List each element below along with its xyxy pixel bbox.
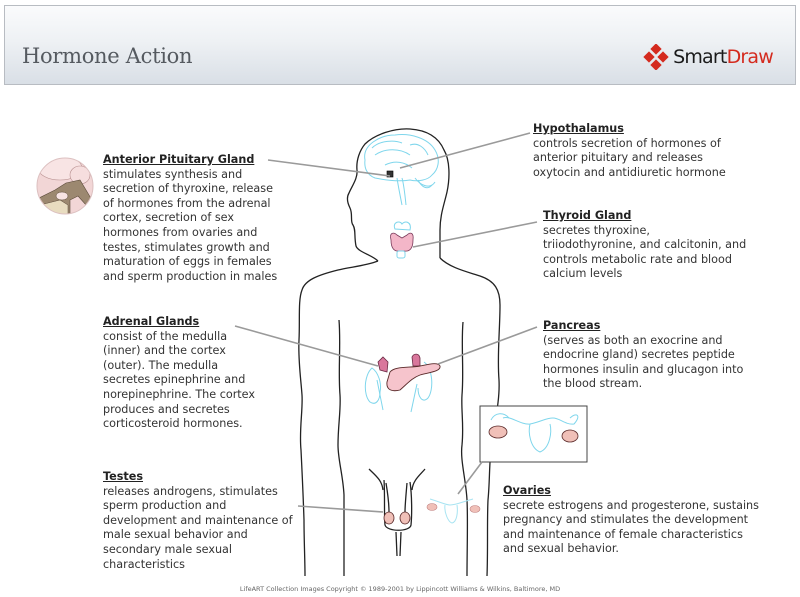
ovaries-inset (480, 406, 587, 462)
label-title: Anterior Pituitary Gland (103, 153, 255, 166)
brain-illustration (365, 135, 439, 205)
label-description: secrete estrogens and progesterone, sustains pregnancy and stimulates the development and maintenance of female characteristics and sexual behavior. (503, 498, 759, 556)
label-title: Adrenal Glands (103, 315, 200, 328)
label-description: releases androgens, stimulates sperm production and development and maintenance of male sexual behavior and secondary male sexual characteristics (103, 484, 293, 571)
logo-text-draw: Draw (726, 46, 773, 68)
label-title: Testes (103, 470, 143, 483)
label-title: Hypothalamus (533, 122, 624, 135)
testis-left (384, 512, 394, 524)
label-testes (103, 470, 313, 572)
label-description: consist of the medulla (inner) and the cortex (outer). The medulla secretes epinephrine and norepinephrine. The cortex produces and secretes corticosteroid hormones. (103, 329, 255, 431)
label-pancreas (543, 319, 773, 392)
label-description: secretes thyroxine, triiodothyronine, and calcitonin, and controls metabolic rate and blood calcium levels (543, 223, 747, 281)
leader-ovaries (458, 462, 482, 494)
leader-thyroid (413, 222, 537, 247)
pituitary-inset-image (35, 156, 93, 215)
label-ovaries (503, 484, 793, 557)
label-description: (serves as both an exocrine and endocrine gland) secretes peptide hormones insulin and glucagon into the blood stream. (543, 333, 744, 391)
label-title: Thyroid Gland (543, 209, 632, 222)
label-description: stimulates synthesis and secretion of thyroxine, release of hormones from the adrenal cortex, secretion of sex hormones from ovaries and testes, stimulates growth and maturation of eggs in females and sperm production in males (103, 167, 278, 283)
page-title: Hormone Action (22, 44, 193, 68)
thyroid-illustration (391, 222, 414, 258)
label-title: Pancreas (543, 319, 601, 332)
label-adrenal (103, 315, 293, 432)
adrenal-gland-right (412, 354, 420, 366)
logo-text-smart: Smart (673, 46, 727, 68)
label-anterior-pituitary (103, 153, 303, 284)
label-thyroid (543, 209, 783, 282)
label-description: controls secretion of hormones of anterior pituitary and releases oxytocin and antidiuretic hormone (533, 136, 726, 179)
ovaries-illustration (427, 499, 480, 523)
copyright-footer: LifeART Collection Images Copyright © 1989-2001 by Lippincott Williams & Wilkins, Baltimore, MD (239, 585, 561, 593)
leader-pancreas (438, 327, 537, 364)
label-title: Ovaries (503, 484, 551, 497)
label-hypothalamus (533, 122, 773, 180)
testis-right (400, 512, 410, 524)
adrenal-gland-left (378, 357, 388, 372)
